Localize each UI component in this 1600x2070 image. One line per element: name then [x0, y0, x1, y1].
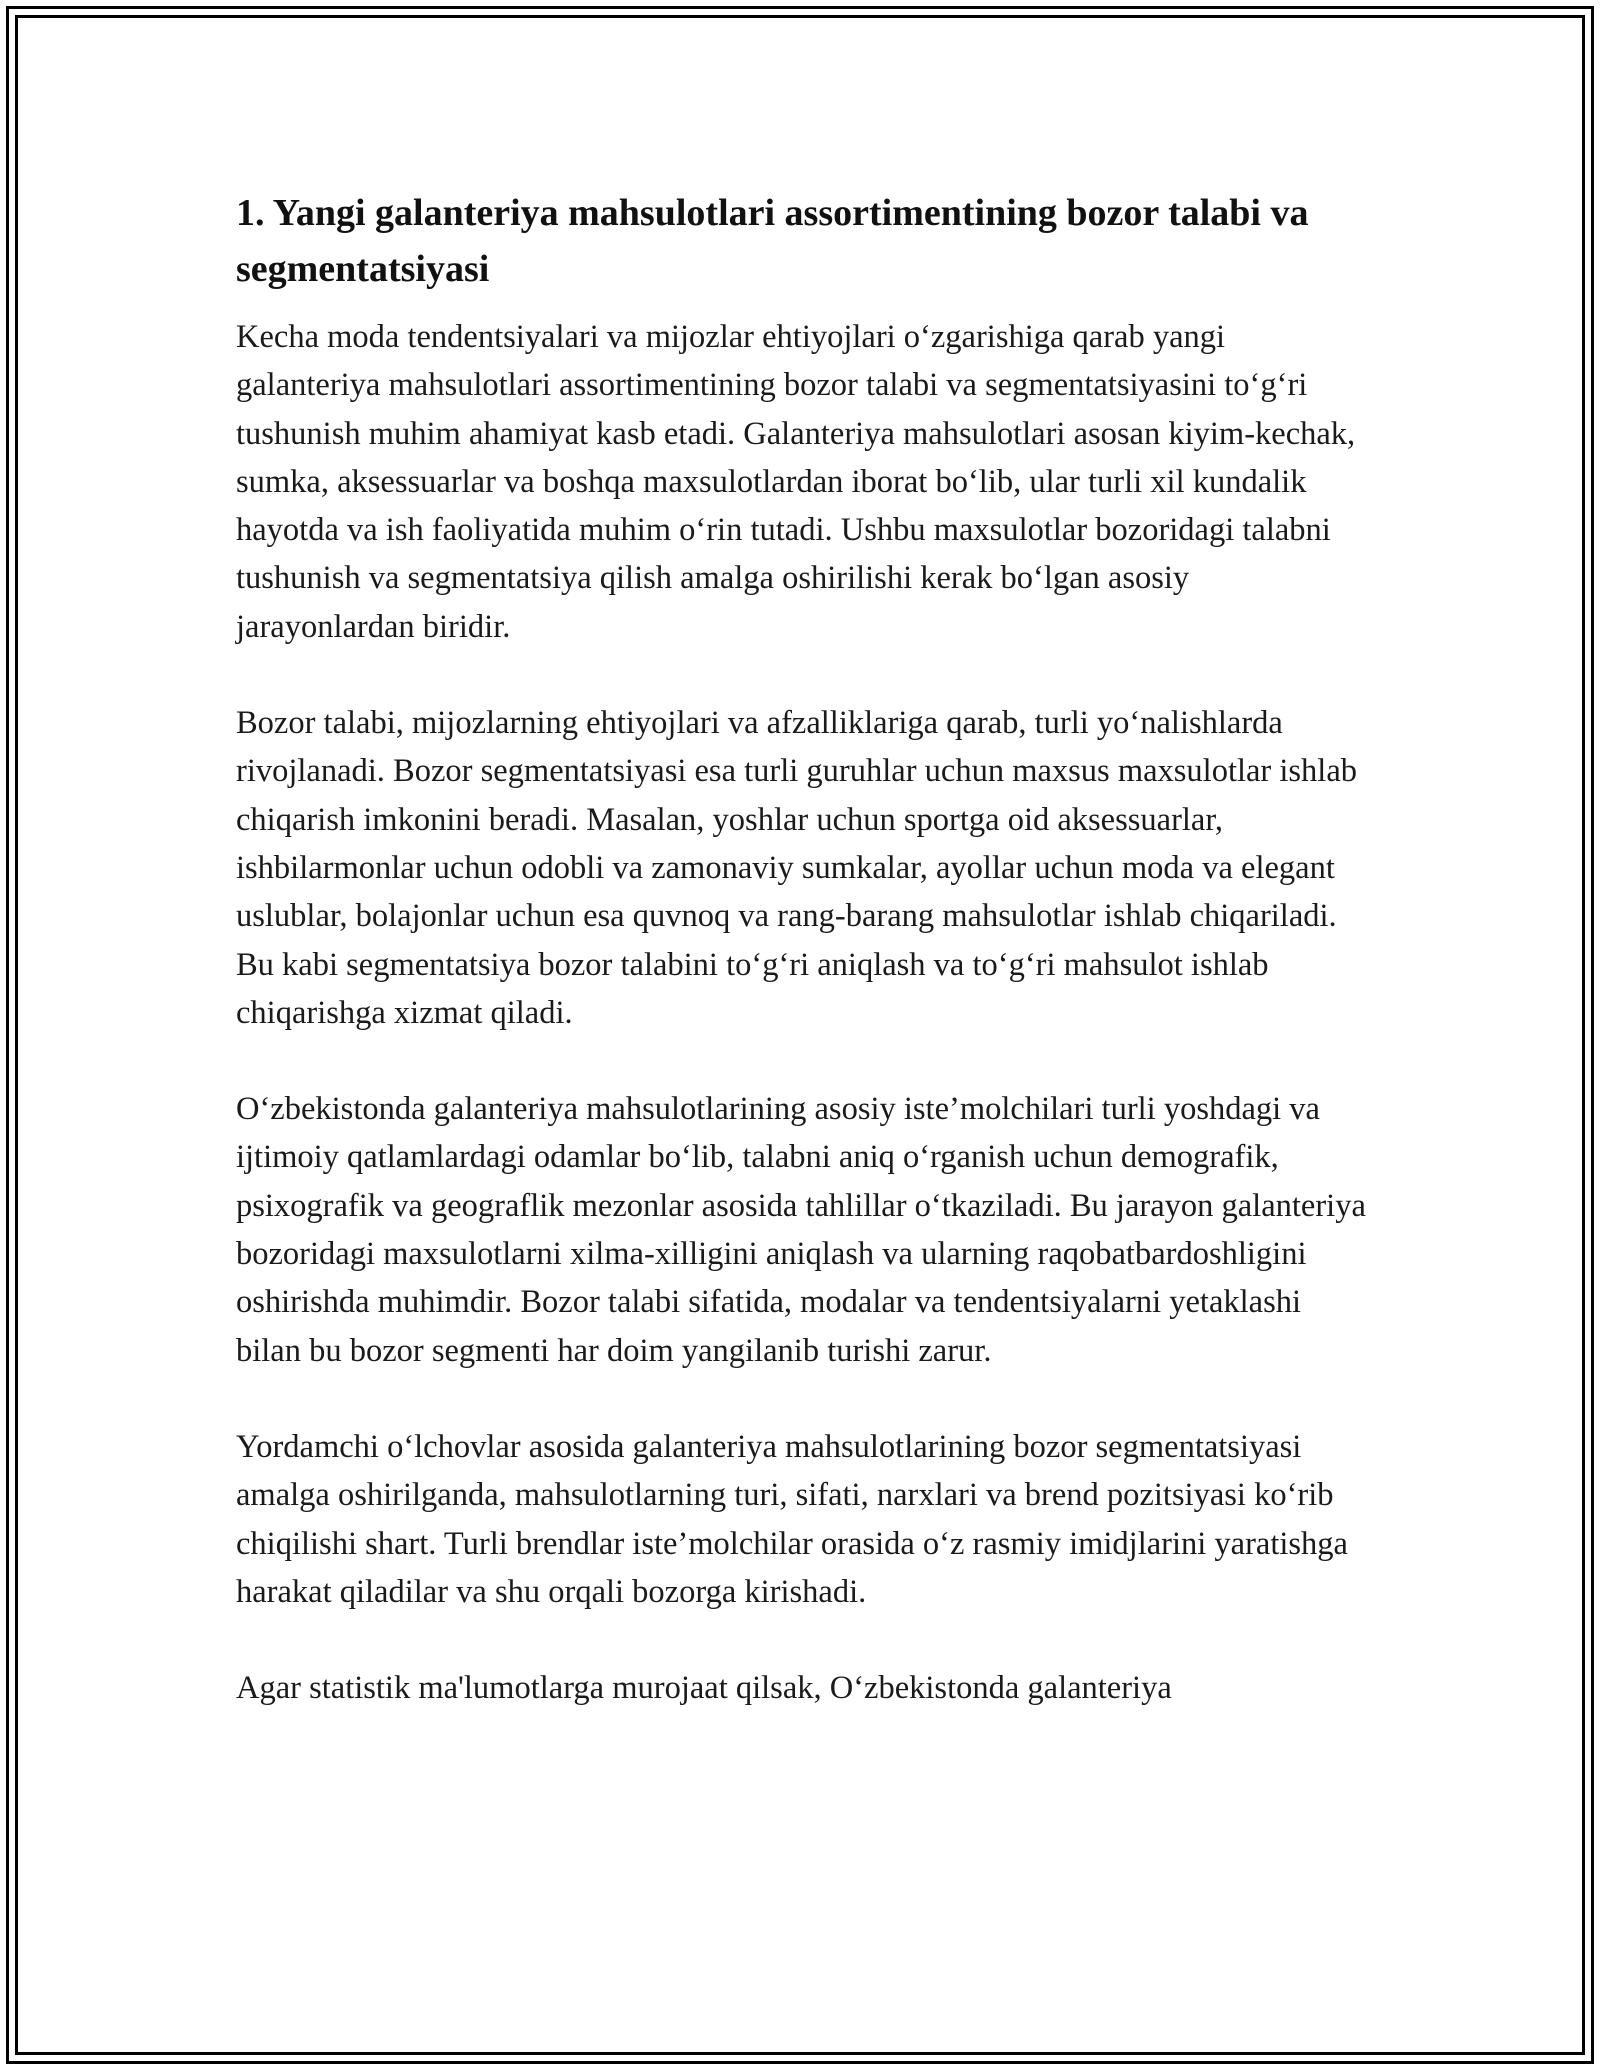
paragraph-1: Kecha moda tendentsiyalari va mijozlar ehtiyojlari oʻzgarishiga qarab yangi galanteriya mahsulotlari assortimentining bozor talabi va segmentatsiyasini toʻgʻri tushunish muhim ahamiyat kasb etadi. Galanteriya mahsulotlari asosan kiyim-kechak, sumka, aksessuarlar va boshqa maxsulotlardan iborat boʻlib, ular turli xil kundalik hayotda va ish faoliyatida muhim oʻrin tutadi. Ushbu maxsulotlar bozoridagi talabni tushunish va segmentatsiya qilish amalga oshirilishi kerak boʻlgan asosiy jarayonlardan biridir.: [236, 319, 1356, 645]
paragraph-5: Agar statistik ma'lumotlarga murojaat qilsak, Oʻzbekistonda galanteriya: [236, 1670, 1172, 1707]
document-body: [236, 185, 1366, 1760]
paragraph-3: Oʻzbekistonda galanteriya mahsulotlarining asosiy iste’molchilari turli yoshdagi va ijtimoiy qatlamlardagi odamlar boʻlib, talabni aniq oʻrganish uchun demografik, psixografik va geograflik mezonlar asosida tahlillar oʻtkaziladi. Bu jarayon galanteriya bozoridagi maxsulotlarni xilma-xilligini aniqlash va ularning raqobatbardoshligini oshirishda muhimdir. Bozor talabi sifatida, modalar va tendentsiyalarni yetaklashi bilan bu bozor segmenti har doim yangilanib turishi zarur.: [236, 1091, 1366, 1369]
section-heading: 1. Yangi galanteriya mahsulotlari assortimentining bozor talabi va segmentatsiyasi: [236, 192, 1309, 290]
paragraph-4: Yordamchi oʻlchovlar asosida galanteriya mahsulotlarining bozor segmentatsiyasi amalga oshirilganda, mahsulotlarning turi, sifati, narxlari va brend pozitsiyasi koʻrib chiqilishi shart. Turli brendlar iste’molchilar orasida oʻz rasmiy imidjlarini yaratishga harakat qiladilar va shu orqali bozorga kirishadi.: [236, 1428, 1348, 1610]
paragraph-2: Bozor talabi, mijozlarning ehtiyojlari va afzalliklariga qarab, turli yoʻnalishlarda rivojlanadi. Bozor segmentatsiyasi esa turli guruhlar uchun maxsus maxsulotlar ishlab chiqarish imkonini beradi. Masalan, yoshlar uchun sportga oid aksessuarlar, ishbilarmonlar uchun odobli va zamonaviy sumkalar, ayollar uchun moda va elegant uslublar, bolajonlar uchun esa quvnoq va rang-barang mahsulotlar ishlab chiqariladi. Bu kabi segmentatsiya bozor talabini toʻgʻri aniqlash va toʻgʻri mahsulot ishlab chiqarishga xizmat qiladi.: [236, 705, 1358, 1031]
